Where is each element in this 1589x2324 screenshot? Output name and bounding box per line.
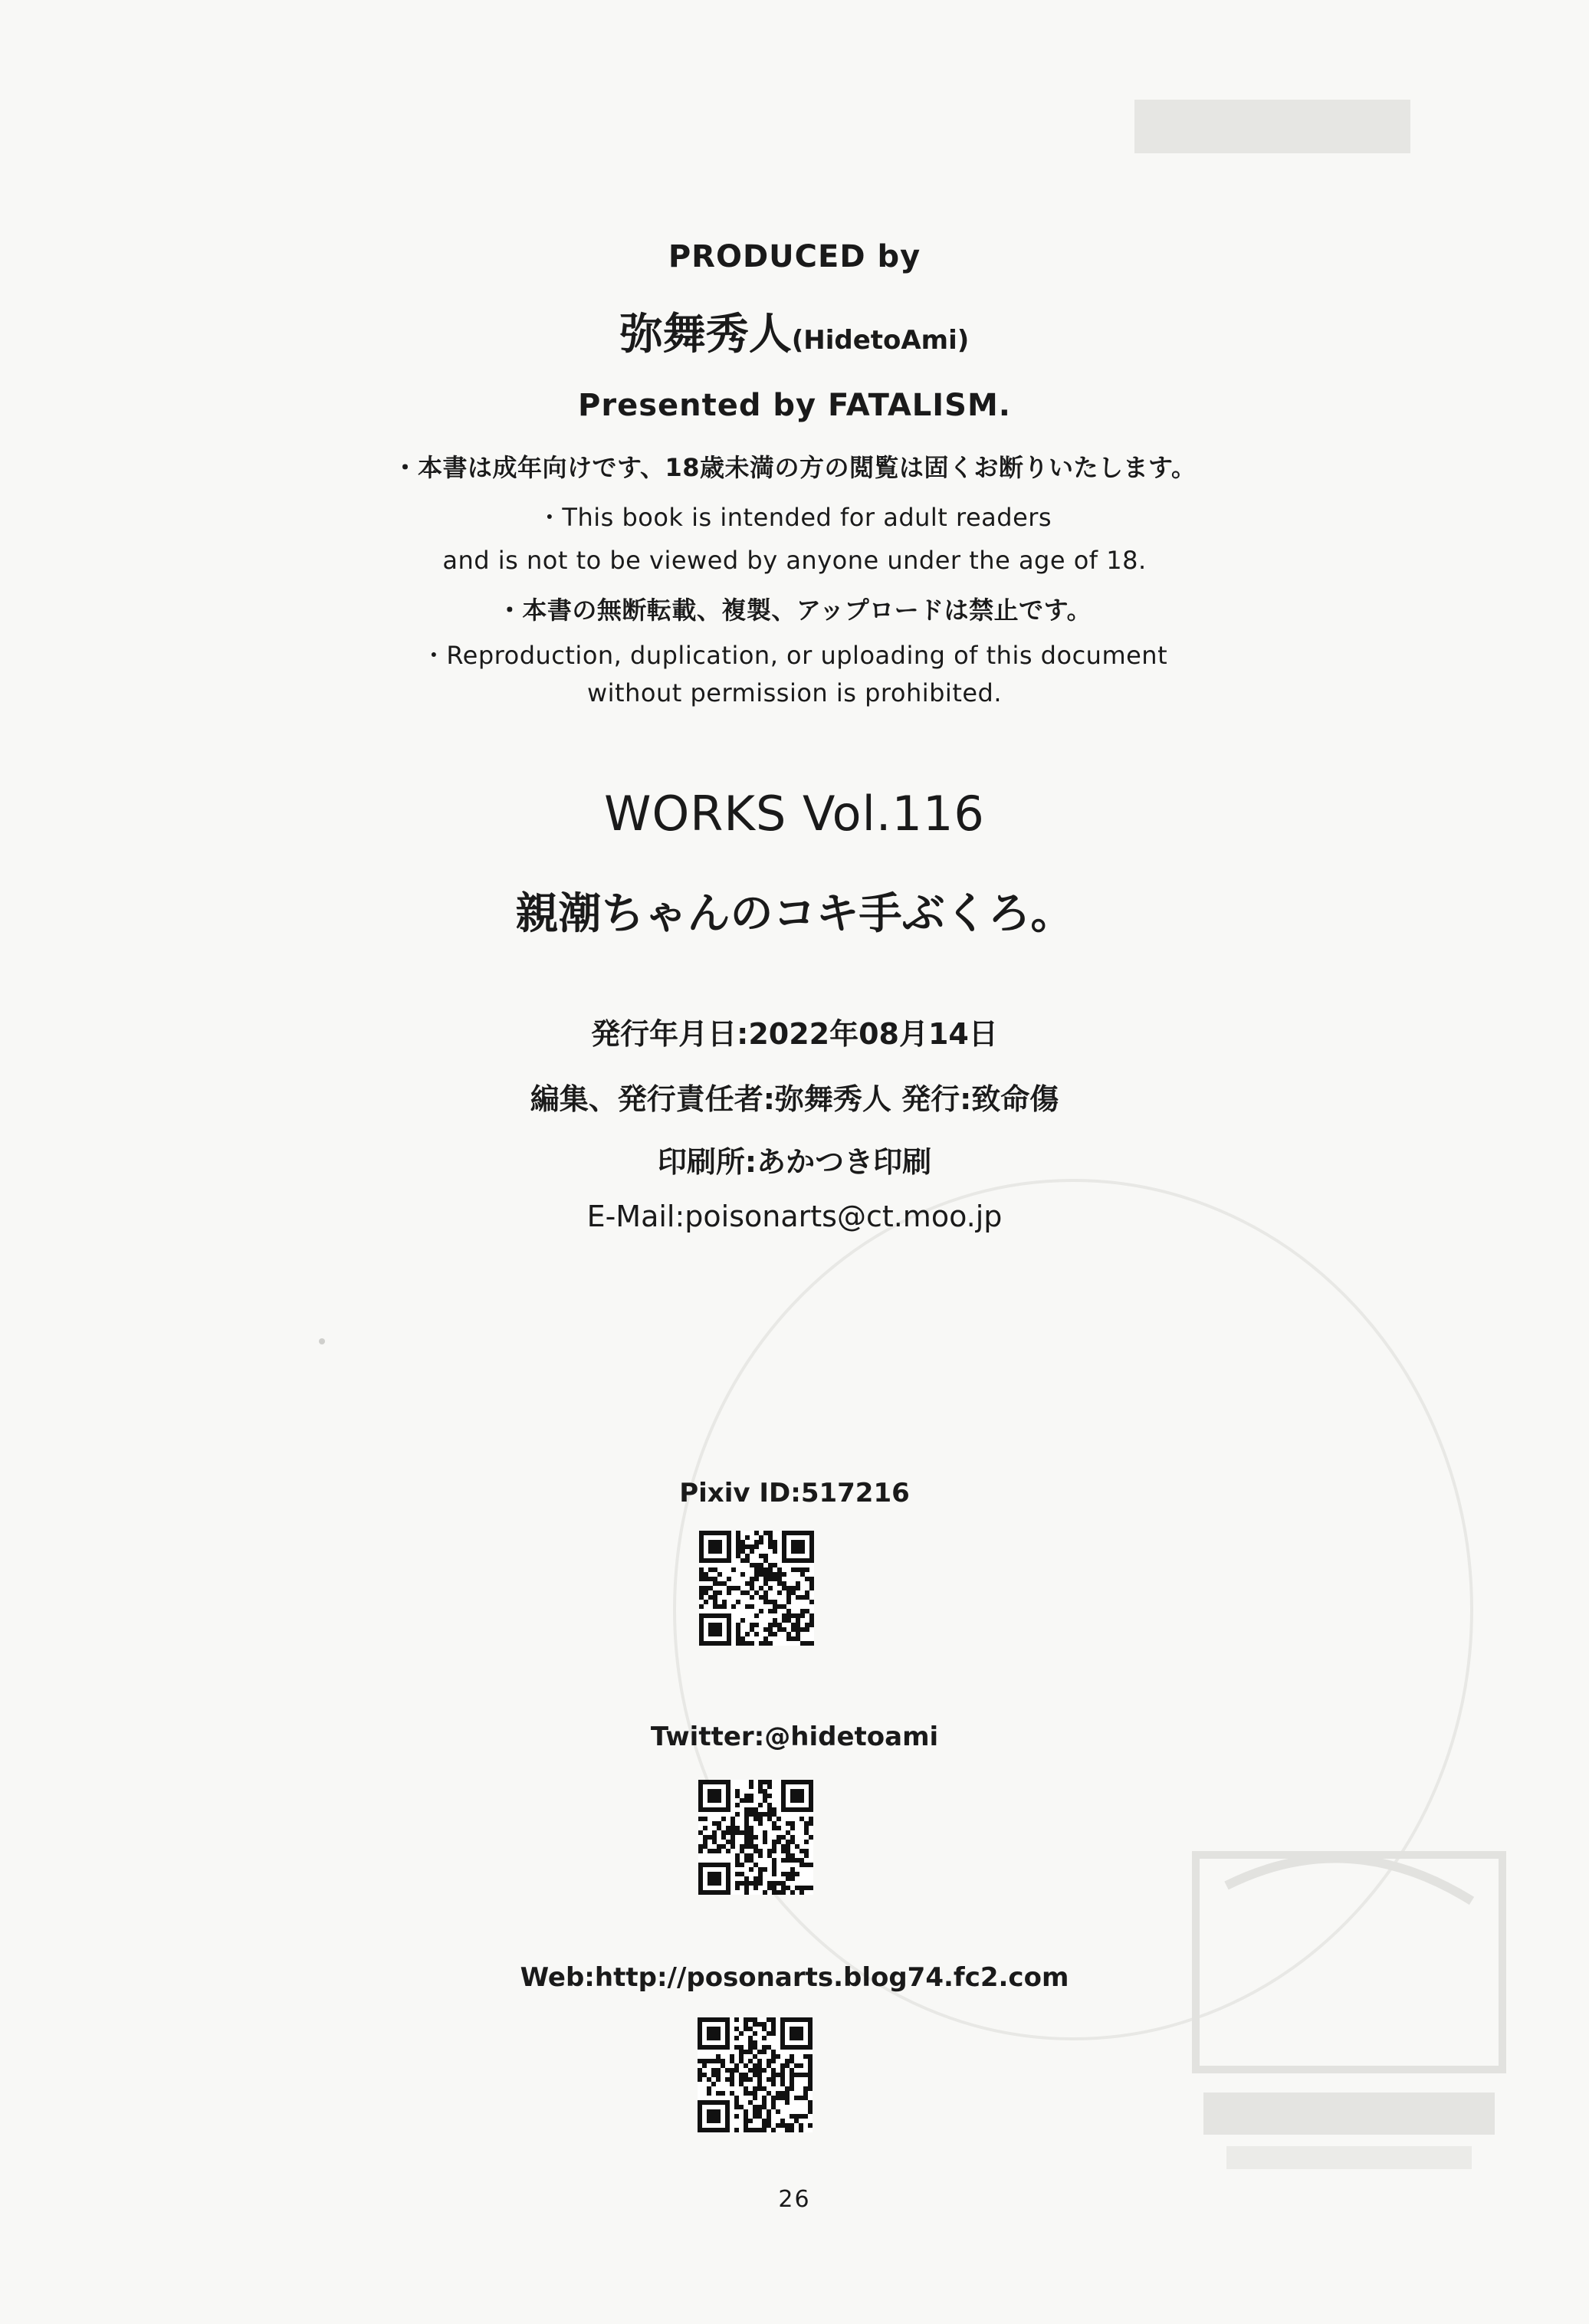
publication-date: 発行年月日:2022年08月14日 <box>591 1017 998 1051</box>
printer: 印刷所:あかつき印刷 <box>657 1145 932 1179</box>
pixiv-id-label: Pixiv ID:517216 <box>679 1478 910 1508</box>
qr-code-icon[interactable] <box>699 1531 814 1646</box>
produced-by-label: PRODUCED by <box>668 239 921 274</box>
web-url-label: Web:http://posonarts.blog74.fc2.com <box>520 1962 1069 1993</box>
notice-adult-jp: ・本書は成年向けです、18歳未満の方の閲覧は固くお断りいたします。 <box>392 453 1197 482</box>
qr-code-icon[interactable] <box>698 2017 813 2132</box>
email-address: E-Mail:poisonarts@ct.moo.jp <box>586 1200 1003 1233</box>
author-name-jp: 弥舞秀人 <box>619 310 792 359</box>
presented-by-label: Presented by FATALISM. <box>578 388 1011 423</box>
author-credit <box>0 300 1589 362</box>
book-title: 親潮ちゃんのコキ手ぶくろ。 <box>515 889 1074 939</box>
editor-publisher: 編集、発行責任者:弥舞秀人 発行:致命傷 <box>530 1082 1059 1116</box>
works-volume-title: WORKS Vol.116 <box>604 786 985 842</box>
author-name-roman: (HidetoAmi) <box>791 325 970 356</box>
notice-copy-en-2: without permission is prohibited. <box>586 678 1003 707</box>
notice-adult-en-1: ・This book is intended for adult readers <box>537 503 1052 532</box>
notice-copy-jp: ・本書の無断転載、複製、アップロードは禁止です。 <box>497 596 1092 625</box>
twitter-handle-label: Twitter:@hidetoami <box>650 1722 939 1752</box>
page-number: 26 <box>778 2186 811 2213</box>
qr-code-icon[interactable] <box>698 1780 813 1895</box>
notice-copy-en-1: ・Reproduction, duplication, or uploading of this document <box>421 641 1168 670</box>
notice-adult-en-2: and is not to be viewed by anyone under the age of 18. <box>442 546 1147 575</box>
